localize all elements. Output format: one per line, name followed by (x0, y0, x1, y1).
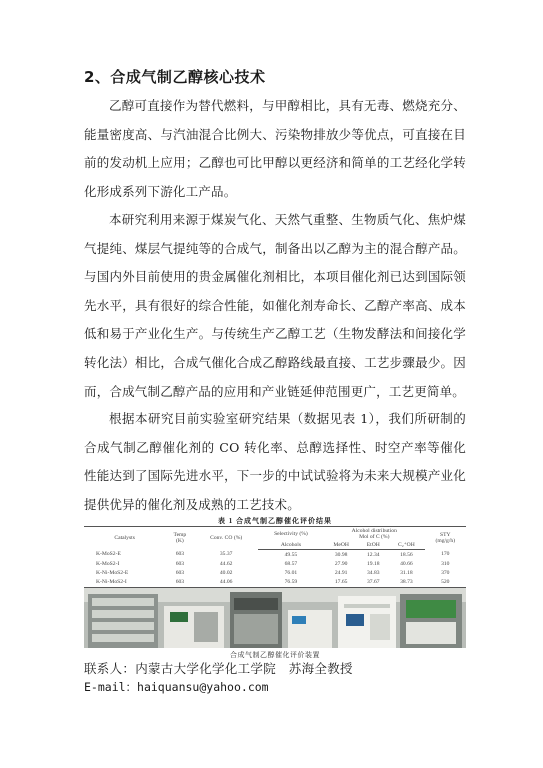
table-row (84, 559, 466, 568)
header-sty-label: STY (439, 532, 451, 539)
header-sty-unit: (mg/g/h) (435, 538, 456, 545)
table-cell: 31.18 (400, 569, 413, 576)
header-temp (165, 527, 194, 550)
table-cell: 76.01 (284, 569, 298, 576)
table-cell: 30.98 (334, 551, 348, 558)
table-cell: 40.02 (219, 569, 233, 576)
table-row (84, 578, 466, 588)
section-heading: 2、合成气制乙醇核心技术 (84, 68, 266, 86)
table-cell: 40.66 (400, 560, 413, 567)
lab-equipment-photo (84, 588, 466, 648)
paragraph-2: 本研究利用来源于煤炭气化、天然气重整、生物质气化、焦炉煤气提纯、煤层气提纯等的合成气，制备出以乙醇为主的混合醇产品。与国内外目前使用的贵金属催化剂相比，本项目催化剂已达到国际领先水平，具有很好的综合性能，如催化剂寿命长、乙醇产率高、成本低和易于产业化生产。与传统生产乙醇工艺（生物发酵法和间接化学转化法）相比，合成气催化合成乙醇路线最直接、工艺步骤最少。因而，合成气制乙醇产品的应用和产业链延伸范围更广，工艺更简单。 (84, 212, 466, 399)
header-temp-unit: (K) (176, 538, 184, 545)
contact-line: 联系人：内蒙古大学化学化工学院 苏海全教授 (84, 661, 353, 676)
table-cell: 37.67 (358, 578, 388, 588)
email-line: E-mail：haiquansu@yahoo.com (84, 680, 269, 694)
table-title: 表 1 合成气制乙醇催化评价结果 (218, 517, 332, 525)
table-cell: 603 (175, 569, 185, 576)
header-alcohols: Alcohols (258, 541, 324, 550)
table-cell: K-MoS2-E (96, 551, 121, 558)
results-table (84, 526, 466, 588)
table-cell: K-Ni-MoS2-E (96, 569, 129, 576)
paragraph-3: 根据本研究目前实验室研究结果（数据见表 1），我们所研制的合成气制乙醇催化剂的 CO 转化率、总醇选择性、时空产率等催化性能达到了国际先进水平，下一步的中试试验将为未来大规模产业化提供优异的催化剂及成熟的工艺技术。 (84, 411, 466, 512)
table-cell: 24.91 (334, 569, 348, 576)
table-cell: 370 (441, 569, 450, 576)
paragraph-1: 乙醇可直接作为替代燃料，与甲醇相比，具有无毒、燃烧充分、能量密度高、与汽油混合比例大、污染物排放少等优点，可直接在目前的发动机上应用；乙醇也可比甲醇以更经济和简单的工艺经化学转化形成系列下游化工产品。 (84, 98, 466, 199)
header-etoh: EtOH (358, 541, 388, 550)
header-alcohol-distribution-label: Alcohol distribution (351, 528, 397, 534)
header-alcohol-distribution (324, 527, 425, 542)
table-cell: 17.65 (324, 578, 358, 588)
lab-equipment-illustration (84, 588, 466, 648)
table-row (84, 568, 466, 577)
table-cell: 44.62 (219, 560, 233, 567)
table-cell: 68.57 (284, 560, 298, 567)
photo-caption: 合成气制乙醇催化评价装置 (230, 651, 320, 659)
results-table-block (84, 516, 466, 588)
table-cell: 170 (441, 551, 450, 558)
table-cell: 12.34 (366, 551, 380, 558)
table-cell: 603 (175, 551, 185, 558)
table-cell: 38.73 (388, 578, 424, 588)
table-row (84, 550, 466, 560)
table-cell: 18.56 (400, 551, 413, 558)
table-cell: 44.06 (195, 578, 258, 588)
header-selectivity: Selectivity (%) (258, 527, 324, 542)
table-cell: 49.55 (284, 551, 298, 558)
header-temp-label: Temp (173, 532, 187, 539)
table-cell: 603 (165, 578, 194, 588)
table-cell: 34.83 (366, 569, 380, 576)
table-cell: 520 (425, 578, 466, 588)
table-cell: 19.18 (366, 560, 380, 567)
header-meoh: MeOH (324, 541, 358, 550)
header-conversion: Conv. CO (%) (195, 527, 258, 550)
header-sty (425, 527, 466, 550)
table-cell: K-MoS2-I (96, 560, 120, 567)
table-cell: 310 (441, 560, 450, 567)
header-c2oh: C₂⁺OH (388, 541, 424, 550)
header-alcohol-distribution-unit: Mol of C (%) (359, 534, 390, 540)
table-cell: K-Ni-MoS2-I (84, 578, 165, 588)
table-cell: 27.90 (334, 560, 348, 567)
header-catalysts: Catalysts (84, 527, 165, 550)
table-cell: 35.37 (219, 551, 233, 558)
table-cell: 76.59 (258, 578, 324, 588)
table-cell: 603 (175, 560, 185, 567)
